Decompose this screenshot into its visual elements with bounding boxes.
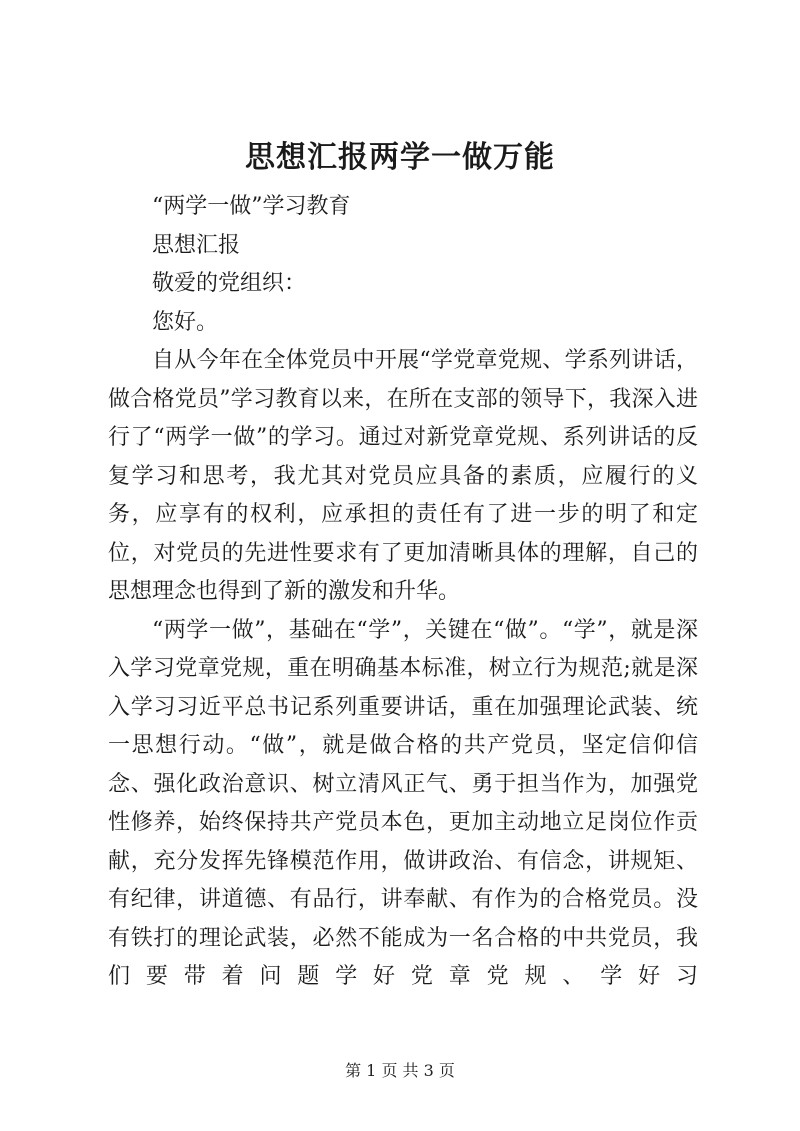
document-title: 思想汇报两学一做万能 xyxy=(245,140,555,175)
paragraph-greeting: 您好。 xyxy=(152,309,219,335)
document-body xyxy=(108,188,698,997)
page-footer: 第 1 页 共 3 页 xyxy=(345,1061,455,1080)
paragraph-body-1: 自从今年在全体党员中开展“学党章党规、学系列讲话，做合格党员”学习教育以来，在所在支部的领导下，我深入进行了“两学一做”的学习。通过对新党章党规、系列讲话的反复学习和思考，我尤其对党员应具备的素质，应履行的义务，应享有的权利，应承担的责任有了进一步的明了和定位，对党员的先进性要求有了更加清晰具体的理解，自己的思想理念也得到了新的激发和升华。 xyxy=(108,348,698,604)
paragraph-report-type: 思想汇报 xyxy=(152,232,241,258)
paragraph-body-2: “两学一做”，基础在“学”，关键在“做”。“学”，就是深入学习党章党规，重在明确基本标准，树立行为规范;就是深入学习习近平总书记系列重要讲话，重在加强理论武装、统一思想行动。“做”，就是做合格的共产党员，坚定信仰信念、强化政治意识、树立清风正气、勇于担当作为，加强党性修养，始终保持共产党员本色，更加主动地立足岗位作贡献，充分发挥先锋模范作用，做讲政治、有信念，讲规矩、有纪律，讲道德、有品行，讲奉献、有作为的合格党员。没有铁打的理论武装，必然不能成为一名合格的中共党员，我们要带着问题学好党章党规、学好习 xyxy=(108,617,698,989)
paragraph-subject: “两学一做”学习教育 xyxy=(152,194,351,219)
paragraph-salutation: 敬爱的党组织： xyxy=(152,271,307,296)
